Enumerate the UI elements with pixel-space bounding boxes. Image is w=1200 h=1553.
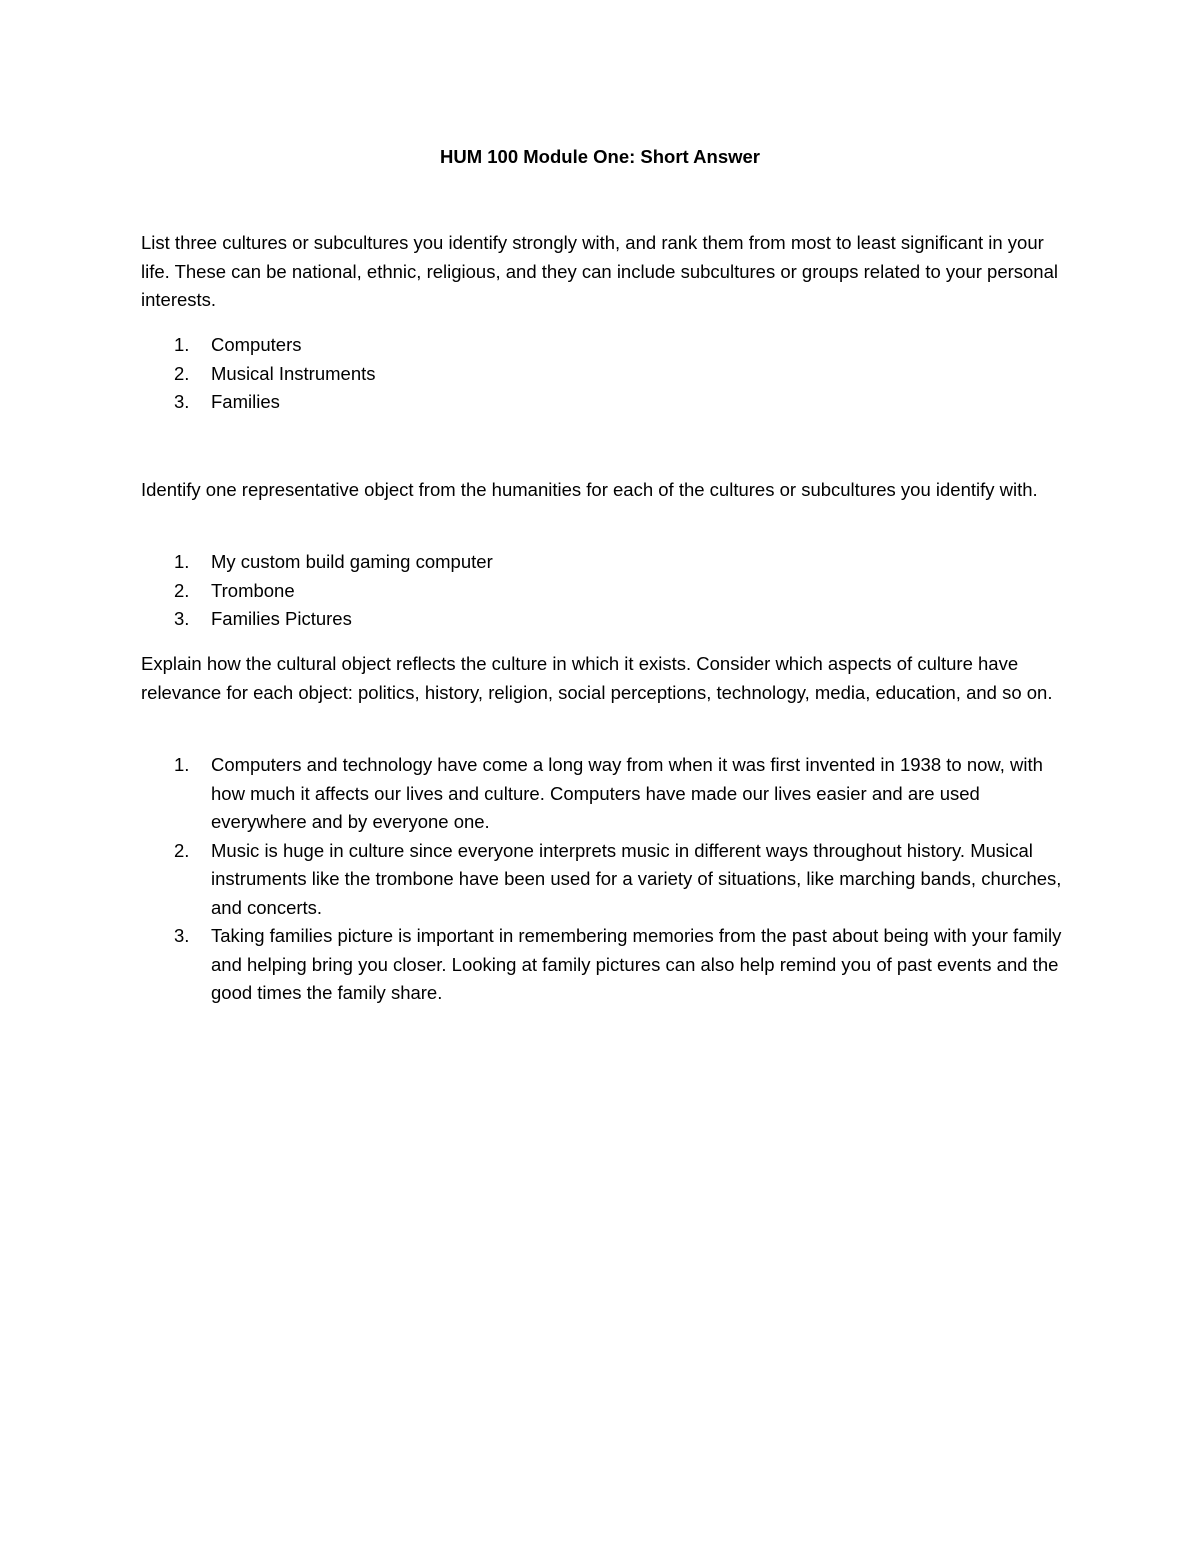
list-number: 2. bbox=[174, 362, 190, 384]
answer-list-1 bbox=[141, 331, 1066, 417]
list-item bbox=[141, 360, 1066, 389]
answer-list-2 bbox=[141, 548, 1066, 634]
list-item-text: Computers bbox=[211, 334, 302, 355]
list-item bbox=[141, 837, 1066, 923]
list-item bbox=[141, 388, 1066, 417]
list-number: 1. bbox=[174, 334, 190, 355]
question-1: List three cultures or subcultures you identify strongly with, and rank them from most to least significant in your life. These can be national, ethnic, religious, and they can include subcultures or groups related to your personal interests. bbox=[141, 232, 1058, 310]
list-number: 1. bbox=[174, 754, 190, 775]
list-item bbox=[141, 331, 1066, 360]
list-item-text: Musical Instruments bbox=[211, 362, 376, 384]
list-item bbox=[141, 577, 1066, 606]
document-title: HUM 100 Module One: Short Answer bbox=[439, 146, 761, 167]
list-item-text: Music is huge in culture since everyone interprets music in different ways throughout history. Musical instruments like the trombone have been used for a variety of situations, like marching bands, churches, and concerts. bbox=[211, 839, 1062, 918]
list-item-text: Trombone bbox=[211, 579, 295, 601]
list-item-text: My custom build gaming computer bbox=[211, 551, 493, 572]
list-item bbox=[141, 548, 1066, 577]
list-number: 1. bbox=[174, 551, 190, 572]
list-item bbox=[141, 605, 1066, 634]
list-number: 3. bbox=[174, 391, 190, 412]
list-number: 3. bbox=[174, 925, 190, 946]
list-item-text: Families bbox=[211, 391, 280, 412]
list-number: 2. bbox=[174, 579, 190, 601]
list-item-text: Families Pictures bbox=[211, 608, 352, 629]
list-item bbox=[141, 751, 1066, 837]
question-2: Identify one representative object from the humanities for each of the cultures or subcultures you identify with. bbox=[141, 479, 1038, 500]
question-3: Explain how the cultural object reflects the culture in which it exists. Consider which aspects of culture have relevance for each object: politics, history, religion, social perceptions, technology, media, education, and so on. bbox=[141, 653, 1053, 703]
list-item-text: Computers and technology have come a long way from when it was first invented in 1938 to now, with how much it affects our lives and culture. Computers have made our lives easier and are used everywhere and by everyone one. bbox=[211, 754, 1043, 832]
list-number: 2. bbox=[174, 839, 190, 861]
list-number: 3. bbox=[174, 608, 190, 629]
list-item-text: Taking families picture is important in remembering memories from the past about being with your family and helping bring you closer. Looking at family pictures can also help remind you of past events and the good times the family share. bbox=[211, 925, 1062, 1003]
answer-list-3 bbox=[141, 751, 1066, 1008]
list-item bbox=[141, 922, 1066, 1008]
